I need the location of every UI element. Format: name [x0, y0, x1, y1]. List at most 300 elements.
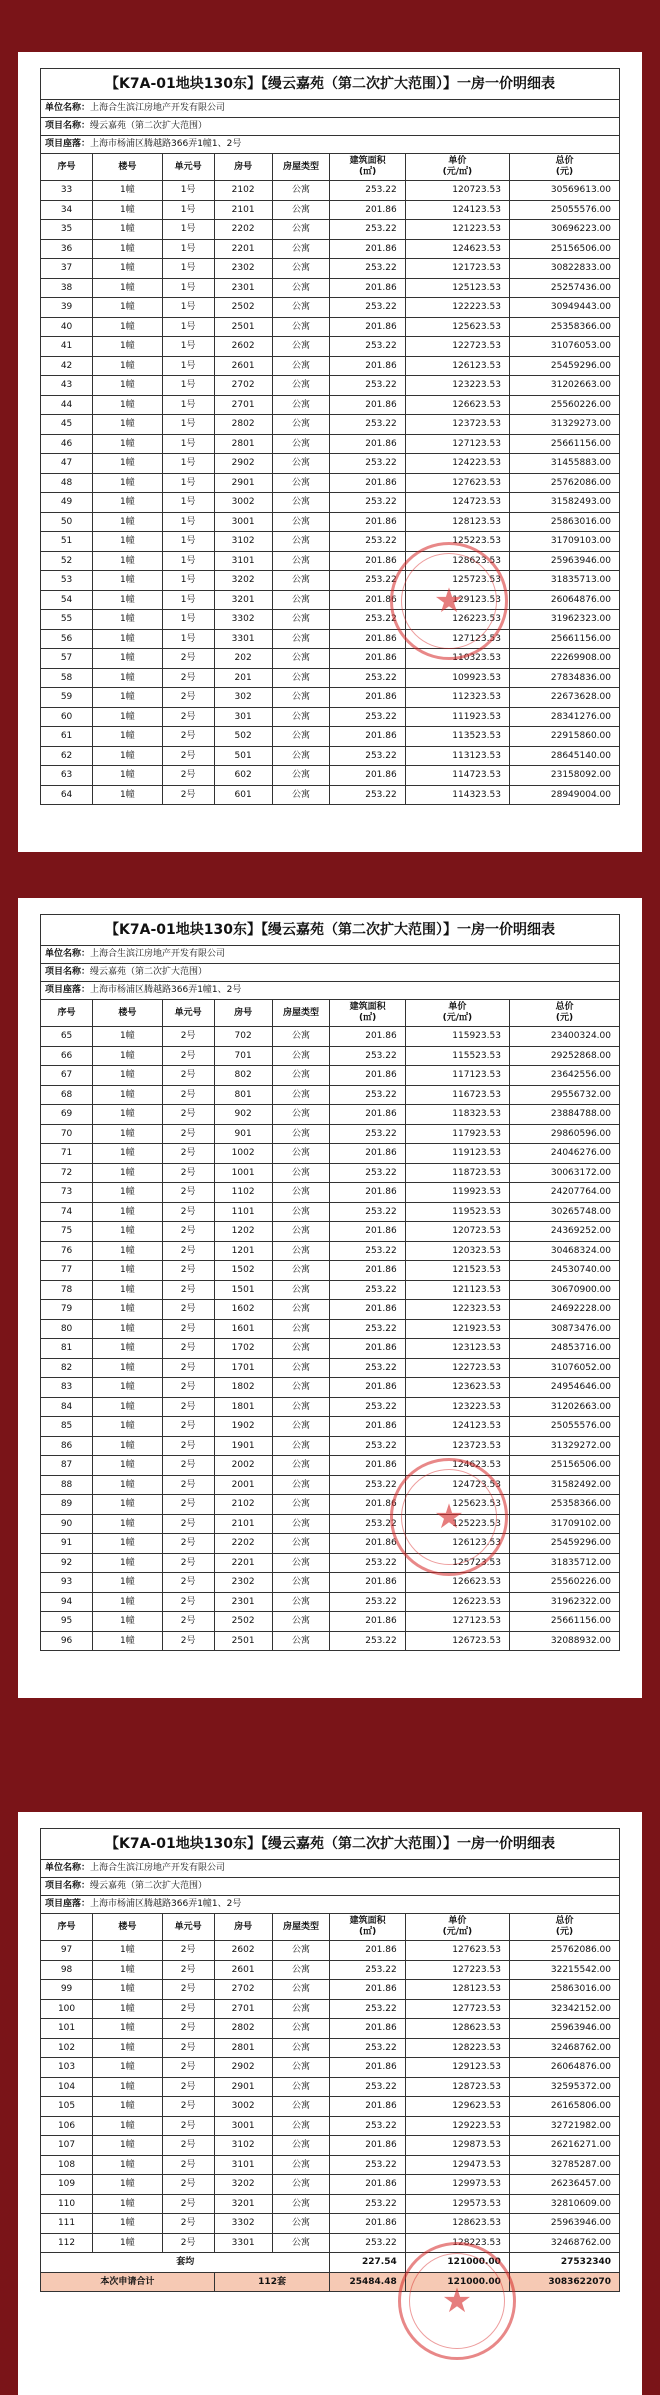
cell-total: 25762086.00: [509, 473, 619, 493]
cell-type: 公寓: [272, 1475, 330, 1495]
cell-building: 1幢: [93, 395, 162, 415]
cell-price: 126223.53: [405, 1592, 509, 1612]
cell-seq: 69: [41, 1105, 93, 1125]
cell-total: 31455883.00: [509, 454, 619, 474]
cell-room: 501: [214, 746, 272, 766]
cell-price: 114323.53: [405, 785, 509, 805]
cell-unit: 2号: [162, 707, 214, 727]
cell-area: 253.22: [330, 1397, 405, 1417]
cell-room: 2701: [214, 395, 272, 415]
cell-area: 253.22: [330, 610, 405, 630]
table-row: [41, 2097, 620, 2117]
developer-row: 单位名称：上海合生滨江房地产开发有限公司: [40, 1859, 620, 1877]
cell-area: 201.86: [330, 688, 405, 708]
cell-unit: 2号: [162, 1612, 214, 1632]
cell-price: 129623.53: [405, 2097, 509, 2117]
table-row: [41, 649, 620, 669]
cell-building: 1幢: [93, 1592, 162, 1612]
table-row: [41, 1222, 620, 1242]
cell-price: 123723.53: [405, 415, 509, 435]
cell-room: 3101: [214, 551, 272, 571]
subtotal-area: 227.54: [330, 2253, 405, 2273]
cell-unit: 2号: [162, 1573, 214, 1593]
table-row: [41, 1631, 620, 1651]
cell-area: 253.22: [330, 415, 405, 435]
cell-total: 25459296.00: [509, 1534, 619, 1554]
cell-unit: 2号: [162, 2233, 214, 2253]
table-row: [41, 220, 620, 240]
cell-area: 201.86: [330, 1495, 405, 1515]
cell-type: 公寓: [272, 1514, 330, 1534]
cell-building: 1幢: [93, 2077, 162, 2097]
table-row: [41, 1124, 620, 1144]
cell-building: 1幢: [93, 629, 162, 649]
table-row: [41, 259, 620, 279]
cell-area: 253.22: [330, 220, 405, 240]
cell-unit: 1号: [162, 278, 214, 298]
cell-type: 公寓: [272, 1319, 330, 1339]
table-row: [41, 278, 620, 298]
cell-type: 公寓: [272, 2233, 330, 2253]
table-row: [41, 629, 620, 649]
cell-room: 2302: [214, 259, 272, 279]
cell-building: 1幢: [93, 2038, 162, 2058]
cell-unit: 1号: [162, 610, 214, 630]
table-row: [41, 1319, 620, 1339]
table-row: [41, 298, 620, 318]
cell-total: 23642556.00: [509, 1066, 619, 1086]
cell-area: 201.86: [330, 1417, 405, 1437]
cell-price: 126123.53: [405, 356, 509, 376]
cell-type: 公寓: [272, 610, 330, 630]
table-row: [41, 2077, 620, 2097]
cell-seq: 71: [41, 1144, 93, 1164]
cell-seq: 94: [41, 1592, 93, 1612]
cell-building: 1幢: [93, 1941, 162, 1961]
cell-unit: 2号: [162, 2155, 214, 2175]
cell-unit: 2号: [162, 1319, 214, 1339]
cell-room: 2202: [214, 1534, 272, 1554]
cell-room: 2802: [214, 2019, 272, 2039]
table-row: [41, 2038, 620, 2058]
cell-price: 119523.53: [405, 1202, 509, 1222]
cell-seq: 60: [41, 707, 93, 727]
cell-price: 118723.53: [405, 1163, 509, 1183]
cell-building: 1幢: [93, 1085, 162, 1105]
cell-seq: 85: [41, 1417, 93, 1437]
cell-room: 2602: [214, 1941, 272, 1961]
cell-area: 253.22: [330, 785, 405, 805]
cell-type: 公寓: [272, 1999, 330, 2019]
cell-type: 公寓: [272, 1495, 330, 1515]
cell-unit: 2号: [162, 2097, 214, 2117]
cell-area: 201.86: [330, 1261, 405, 1281]
location-row: 项目座落：上海市杨浦区腾越路366弄1幢1、2号: [40, 135, 620, 153]
cell-type: 公寓: [272, 1456, 330, 1476]
cell-price: 127623.53: [405, 1941, 509, 1961]
cell-unit: 2号: [162, 2019, 214, 2039]
cell-room: 1902: [214, 1417, 272, 1437]
cell-room: 2901: [214, 2077, 272, 2097]
cell-total: 32342152.00: [509, 1999, 619, 2019]
cell-area: 201.86: [330, 200, 405, 220]
cell-building: 1幢: [93, 1319, 162, 1339]
subtotal-label: 套均: [41, 2253, 330, 2273]
cell-price: 122323.53: [405, 1300, 509, 1320]
cell-type: 公寓: [272, 1980, 330, 2000]
cell-building: 1幢: [93, 512, 162, 532]
cell-room: 3001: [214, 2116, 272, 2136]
cell-type: 公寓: [272, 2136, 330, 2156]
cell-unit: 2号: [162, 1261, 214, 1281]
cell-total: 24853716.00: [509, 1339, 619, 1359]
cell-type: 公寓: [272, 512, 330, 532]
cell-price: 123223.53: [405, 376, 509, 396]
cell-room: 801: [214, 1085, 272, 1105]
cell-unit: 2号: [162, 1183, 214, 1203]
table-row: [41, 1456, 620, 1476]
cell-unit: 2号: [162, 1124, 214, 1144]
table-row: [41, 1514, 620, 1534]
cell-unit: 2号: [162, 1222, 214, 1242]
cell-seq: 86: [41, 1436, 93, 1456]
cell-total: 31709102.00: [509, 1514, 619, 1534]
cell-room: 2501: [214, 1631, 272, 1651]
cell-room: 2001: [214, 1475, 272, 1495]
cell-total: 31202663.00: [509, 1397, 619, 1417]
cell-unit: 2号: [162, 1163, 214, 1183]
cell-area: 253.22: [330, 454, 405, 474]
cell-unit: 2号: [162, 766, 214, 786]
cell-unit: 2号: [162, 1241, 214, 1261]
cell-type: 公寓: [272, 1397, 330, 1417]
cell-area: 253.22: [330, 1999, 405, 2019]
cell-room: 1202: [214, 1222, 272, 1242]
subtotal-total: 27532340: [509, 2253, 619, 2273]
cell-unit: 2号: [162, 1456, 214, 1476]
cell-total: 32721982.00: [509, 2116, 619, 2136]
cell-type: 公寓: [272, 1085, 330, 1105]
cell-building: 1幢: [93, 1980, 162, 2000]
cell-type: 公寓: [272, 337, 330, 357]
cell-unit: 2号: [162, 1300, 214, 1320]
cell-unit: 2号: [162, 1358, 214, 1378]
cell-area: 201.86: [330, 2175, 405, 2195]
cell-total: 25661156.00: [509, 1612, 619, 1632]
cell-building: 1幢: [93, 2214, 162, 2234]
table-row: [41, 571, 620, 591]
cell-area: 201.86: [330, 1222, 405, 1242]
cell-price: 128623.53: [405, 551, 509, 571]
cell-unit: 2号: [162, 2194, 214, 2214]
cell-unit: 1号: [162, 590, 214, 610]
cell-type: 公寓: [272, 1417, 330, 1437]
grand-total-label: 本次申请合计: [41, 2272, 215, 2292]
cell-building: 1幢: [93, 1397, 162, 1417]
cell-seq: 91: [41, 1534, 93, 1554]
cell-area: 253.22: [330, 2155, 405, 2175]
cell-room: 2801: [214, 434, 272, 454]
cell-price: 110323.53: [405, 649, 509, 669]
cell-total: 32215542.00: [509, 1960, 619, 1980]
cell-area: 253.22: [330, 571, 405, 591]
table-row: [41, 1163, 620, 1183]
cell-total: 25661156.00: [509, 434, 619, 454]
cell-total: 24046276.00: [509, 1144, 619, 1164]
table-row: [41, 2116, 620, 2136]
cell-price: 124223.53: [405, 454, 509, 474]
cell-seq: 107: [41, 2136, 93, 2156]
header-building: 楼号: [93, 1914, 162, 1941]
cell-room: 3101: [214, 2155, 272, 2175]
cell-building: 1幢: [93, 1358, 162, 1378]
cell-unit: 1号: [162, 259, 214, 279]
header-type: 房屋类型: [272, 1914, 330, 1941]
cell-unit: 2号: [162, 1553, 214, 1573]
cell-building: 1幢: [93, 317, 162, 337]
cell-total: 25963946.00: [509, 2019, 619, 2039]
cell-seq: 33: [41, 181, 93, 201]
grand-total-count: 112套: [214, 2272, 330, 2292]
cell-seq: 34: [41, 200, 93, 220]
cell-room: 602: [214, 766, 272, 786]
header-price: 单价 (元/㎡): [405, 154, 509, 181]
cell-unit: 2号: [162, 668, 214, 688]
cell-type: 公寓: [272, 590, 330, 610]
cell-total: 30063172.00: [509, 1163, 619, 1183]
cell-price: 119123.53: [405, 1144, 509, 1164]
cell-area: 253.22: [330, 1514, 405, 1534]
cell-price: 128723.53: [405, 2077, 509, 2097]
cell-room: 701: [214, 1046, 272, 1066]
cell-type: 公寓: [272, 2155, 330, 2175]
cell-area: 201.86: [330, 278, 405, 298]
cell-room: 1702: [214, 1339, 272, 1359]
cell-unit: 1号: [162, 298, 214, 318]
cell-unit: 2号: [162, 1144, 214, 1164]
cell-area: 253.22: [330, 259, 405, 279]
cell-type: 公寓: [272, 785, 330, 805]
page-title: 【K7A-01地块130东】【缦云嘉苑（第二次扩大范围）】一房一价明细表: [40, 1828, 620, 1859]
cell-seq: 98: [41, 1960, 93, 1980]
cell-price: 128623.53: [405, 2019, 509, 2039]
cell-building: 1幢: [93, 551, 162, 571]
cell-room: 2901: [214, 473, 272, 493]
cell-type: 公寓: [272, 1941, 330, 1961]
cell-building: 1幢: [93, 1339, 162, 1359]
cell-total: 31329273.00: [509, 415, 619, 435]
cell-area: 201.86: [330, 766, 405, 786]
cell-building: 1幢: [93, 1300, 162, 1320]
cell-seq: 79: [41, 1300, 93, 1320]
header-unit: 单元号: [162, 1914, 214, 1941]
table-row: [41, 2155, 620, 2175]
cell-seq: 106: [41, 2116, 93, 2136]
cell-price: 125623.53: [405, 317, 509, 337]
cell-area: 253.22: [330, 1241, 405, 1261]
cell-building: 1幢: [93, 1417, 162, 1437]
cell-seq: 37: [41, 259, 93, 279]
header-area: 建筑面积 (㎡): [330, 1000, 405, 1027]
cell-room: 2101: [214, 1514, 272, 1534]
cell-price: 127123.53: [405, 434, 509, 454]
cell-area: 201.86: [330, 649, 405, 669]
cell-type: 公寓: [272, 200, 330, 220]
cell-price: 122223.53: [405, 298, 509, 318]
grand-total-price: 121000.00: [405, 2272, 509, 2292]
cell-type: 公寓: [272, 688, 330, 708]
cell-price: 116723.53: [405, 1085, 509, 1105]
cell-area: 201.86: [330, 317, 405, 337]
cell-type: 公寓: [272, 1960, 330, 1980]
cell-total: 25055576.00: [509, 1417, 619, 1437]
cell-type: 公寓: [272, 2038, 330, 2058]
cell-type: 公寓: [272, 434, 330, 454]
cell-area: 253.22: [330, 746, 405, 766]
grand-total-area: 25484.48: [330, 2272, 405, 2292]
cell-seq: 64: [41, 785, 93, 805]
table-row: [41, 1960, 620, 1980]
cell-price: 127123.53: [405, 1612, 509, 1632]
cell-price: 125223.53: [405, 532, 509, 552]
cell-type: 公寓: [272, 181, 330, 201]
cell-price: 122723.53: [405, 1358, 509, 1378]
cell-building: 1幢: [93, 1475, 162, 1495]
table-header: [41, 1914, 620, 1941]
cell-room: 1101: [214, 1202, 272, 1222]
cell-seq: 68: [41, 1085, 93, 1105]
cell-total: 30696223.00: [509, 220, 619, 240]
cell-total: 25055576.00: [509, 200, 619, 220]
header-building: 楼号: [93, 1000, 162, 1027]
cell-total: 28645140.00: [509, 746, 619, 766]
cell-room: 3202: [214, 571, 272, 591]
cell-area: 253.22: [330, 1202, 405, 1222]
table-row: [41, 668, 620, 688]
cell-building: 1幢: [93, 610, 162, 630]
cell-area: 201.86: [330, 2058, 405, 2078]
cell-type: 公寓: [272, 1027, 330, 1047]
cell-total: 31076052.00: [509, 1358, 619, 1378]
cell-type: 公寓: [272, 1183, 330, 1203]
cell-seq: 82: [41, 1358, 93, 1378]
cell-room: 1801: [214, 1397, 272, 1417]
cell-building: 1幢: [93, 1163, 162, 1183]
subtotal-price: 121000.00: [405, 2253, 509, 2273]
cell-type: 公寓: [272, 1261, 330, 1281]
cell-seq: 50: [41, 512, 93, 532]
table-row: [41, 785, 620, 805]
cell-price: 123723.53: [405, 1436, 509, 1456]
cell-unit: 1号: [162, 415, 214, 435]
cell-price: 118323.53: [405, 1105, 509, 1125]
cell-type: 公寓: [272, 532, 330, 552]
cell-building: 1幢: [93, 746, 162, 766]
cell-area: 253.22: [330, 337, 405, 357]
cell-room: 302: [214, 688, 272, 708]
cell-price: 129473.53: [405, 2155, 509, 2175]
cell-total: 23400324.00: [509, 1027, 619, 1047]
cell-room: 3301: [214, 629, 272, 649]
cell-seq: 56: [41, 629, 93, 649]
cell-price: 125123.53: [405, 278, 509, 298]
cell-area: 253.22: [330, 532, 405, 552]
average-row: [41, 2253, 620, 2273]
page-title: 【K7A-01地块130东】【缦云嘉苑（第二次扩大范围）】一房一价明细表: [40, 68, 620, 99]
cell-room: 1001: [214, 1163, 272, 1183]
cell-total: 32088932.00: [509, 1631, 619, 1651]
cell-area: 253.22: [330, 1085, 405, 1105]
cell-type: 公寓: [272, 1105, 330, 1125]
cell-type: 公寓: [272, 1612, 330, 1632]
cell-room: 2102: [214, 1495, 272, 1515]
cell-area: 201.86: [330, 1105, 405, 1125]
cell-type: 公寓: [272, 746, 330, 766]
table-row: [41, 2175, 620, 2195]
table-row: [41, 1980, 620, 2000]
cell-total: 26064876.00: [509, 2058, 619, 2078]
cell-type: 公寓: [272, 298, 330, 318]
cell-unit: 2号: [162, 1475, 214, 1495]
cell-room: 2502: [214, 298, 272, 318]
cell-seq: 108: [41, 2155, 93, 2175]
cell-type: 公寓: [272, 629, 330, 649]
cell-unit: 2号: [162, 1280, 214, 1300]
cell-total: 31835712.00: [509, 1553, 619, 1573]
cell-total: 27834836.00: [509, 668, 619, 688]
cell-total: 31202663.00: [509, 376, 619, 396]
cell-total: 25459296.00: [509, 356, 619, 376]
header-building: 楼号: [93, 154, 162, 181]
cell-area: 253.22: [330, 181, 405, 201]
cell-type: 公寓: [272, 1436, 330, 1456]
cell-room: 2702: [214, 1980, 272, 2000]
table-row: [41, 1144, 620, 1164]
cell-unit: 2号: [162, 785, 214, 805]
cell-price: 125223.53: [405, 1514, 509, 1534]
cell-total: 24369252.00: [509, 1222, 619, 1242]
cell-price: 124723.53: [405, 493, 509, 513]
cell-unit: 1号: [162, 337, 214, 357]
table-row: [41, 1085, 620, 1105]
cell-total: 31962322.00: [509, 1592, 619, 1612]
location-row: 项目座落：上海市杨浦区腾越路366弄1幢1、2号: [40, 981, 620, 999]
cell-building: 1幢: [93, 668, 162, 688]
cell-total: 30873476.00: [509, 1319, 619, 1339]
cell-seq: 65: [41, 1027, 93, 1047]
cell-area: 253.22: [330, 1960, 405, 1980]
cell-unit: 2号: [162, 1066, 214, 1086]
project-row: 项目名称：缦云嘉苑（第二次扩大范围）: [40, 1877, 620, 1895]
cell-type: 公寓: [272, 278, 330, 298]
cell-building: 1幢: [93, 1222, 162, 1242]
cell-building: 1幢: [93, 1436, 162, 1456]
cell-unit: 1号: [162, 493, 214, 513]
cell-building: 1幢: [93, 1534, 162, 1554]
cell-total: 25358366.00: [509, 317, 619, 337]
cell-total: 29860596.00: [509, 1124, 619, 1144]
cell-price: 129973.53: [405, 2175, 509, 2195]
cell-building: 1幢: [93, 2233, 162, 2253]
cell-price: 113123.53: [405, 746, 509, 766]
cell-price: 120723.53: [405, 1222, 509, 1242]
cell-seq: 84: [41, 1397, 93, 1417]
cell-building: 1幢: [93, 571, 162, 591]
table-row: [41, 610, 620, 630]
table-row: [41, 1358, 620, 1378]
cell-price: 112323.53: [405, 688, 509, 708]
cell-unit: 2号: [162, 1592, 214, 1612]
